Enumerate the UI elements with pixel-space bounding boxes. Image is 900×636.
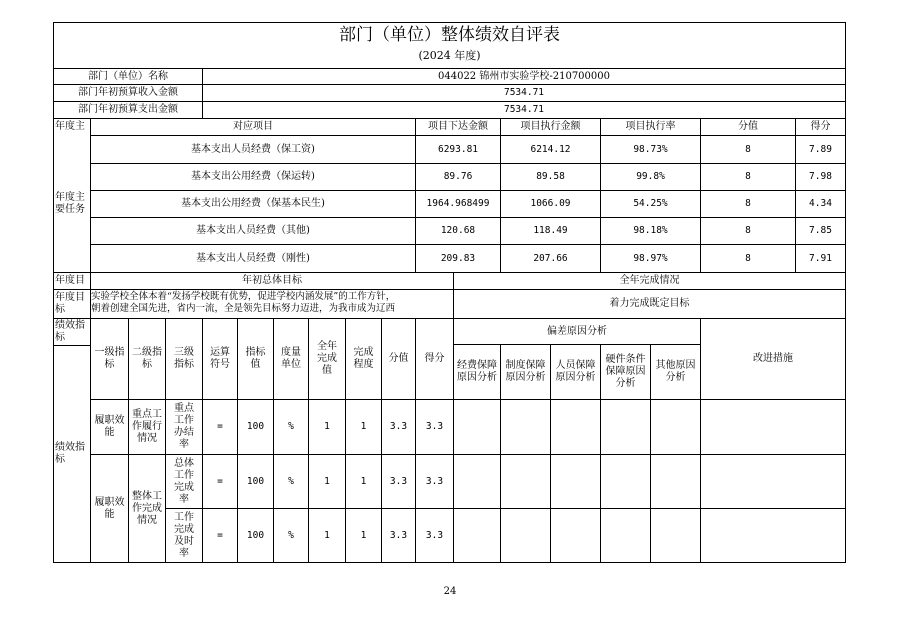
perf-header-dev-staff: 人员保障 原因分析 xyxy=(555,360,596,383)
perf-value: 3.3 xyxy=(389,529,408,541)
perf-header-value: 分值 xyxy=(388,353,409,364)
task-rate: 98.97% xyxy=(633,252,668,264)
goal-row-label: 年度目 标 xyxy=(55,292,85,315)
perf-level2: 整体工 作完成 情况 xyxy=(132,490,162,526)
perf-unit: % xyxy=(288,529,294,541)
perf-score: 3.3 xyxy=(425,475,444,487)
perf-level2: 重点工 作履行 情况 xyxy=(132,409,162,444)
task-score: 7.98 xyxy=(809,171,832,182)
goal-header-label: 年度目 xyxy=(55,275,85,286)
perf-header-dev-other: 其他原因 分析 xyxy=(655,360,696,383)
task-score: 4.34 xyxy=(809,198,832,209)
perf-annual: 1 xyxy=(324,421,330,432)
task-rate: 54.25% xyxy=(633,198,668,209)
perf-header-l1: 一级指 标 xyxy=(94,347,125,370)
perf-header-dev-hardware: 硬件条件 保障原因 分析 xyxy=(605,354,646,389)
task-name: 基本支出公用经费（保运转) xyxy=(191,171,315,182)
task-section-label: 年度主 要任务 xyxy=(55,192,85,215)
perf-header-degree: 完成 程度 xyxy=(353,347,374,370)
info-label-name: 部门（单位）名称 xyxy=(88,70,168,82)
task-value: 8 xyxy=(745,252,751,264)
perf-unit: % xyxy=(288,475,294,487)
task-value: 8 xyxy=(745,143,751,155)
perf-level3: 重点 工作 办结 率 xyxy=(174,403,194,450)
task-rate: 98.73% xyxy=(633,143,668,155)
perf-score: 3.3 xyxy=(425,421,444,432)
task-header-score: 得分 xyxy=(810,121,831,132)
task-value: 8 xyxy=(745,198,751,209)
info-value-income: 7534.71 xyxy=(503,87,545,98)
perf-header-l2: 二级指 标 xyxy=(132,347,162,370)
perf-header-improve: 改进措施 xyxy=(753,353,793,364)
task-header-budget: 项目下达金额 xyxy=(428,121,488,132)
perf-header-annual: 全年 完成 值 xyxy=(317,341,337,376)
perf-op: = xyxy=(217,529,223,541)
perf-header-deviation: 偏差原因分析 xyxy=(547,325,607,337)
goal-header-done: 全年完成情况 xyxy=(619,275,680,286)
perf-degree: 1 xyxy=(360,529,367,541)
task-exec: 207.66 xyxy=(533,252,568,264)
task-header-exec: 项目执行金额 xyxy=(520,121,581,132)
task-exec: 89.58 xyxy=(536,171,565,182)
perf-section-label: 绩效指 标 xyxy=(55,442,85,465)
task-score: 7.85 xyxy=(809,225,832,236)
perf-annual: 1 xyxy=(324,529,330,541)
perf-value: 3.3 xyxy=(389,475,408,487)
task-budget: 89.76 xyxy=(443,171,473,182)
perf-unit: % xyxy=(288,421,294,432)
year-subtitle: (2024 年度) xyxy=(418,49,481,62)
task-name: 基本支出人员经费（保工资) xyxy=(191,143,315,155)
perf-op: = xyxy=(217,475,223,487)
perf-degree: 1 xyxy=(360,475,367,487)
perf-header-l3: 三级 指标 xyxy=(174,347,194,370)
goal-row-text: 实验学校全体本着“发扬学校既有优势，促进学校内涵发展”的工作方针， 朝着创建全国先进，省内一流，全是领先目标努力迈进，为我市成为辽西 xyxy=(91,291,396,314)
perf-header-target: 指标 值 xyxy=(245,347,266,370)
task-exec: 1066.09 xyxy=(530,198,571,209)
task-name: 基本支出人员经费（其他) xyxy=(196,225,310,236)
info-value-expense: 7534.71 xyxy=(503,104,545,115)
perf-level3: 总体 工作 完成 率 xyxy=(174,457,194,505)
task-score: 7.89 xyxy=(809,143,832,155)
perf-header-score: 得分 xyxy=(424,353,445,364)
perf-header-op: 运算 符号 xyxy=(210,347,230,370)
task-name: 基本支出人员经费（刚性) xyxy=(196,252,310,264)
perf-score: 3.3 xyxy=(425,529,444,541)
goal-header-goal: 年初总体目标 xyxy=(242,275,302,286)
task-exec: 6214.12 xyxy=(530,143,571,155)
info-label-expense: 部门年初预算支出金额 xyxy=(78,104,178,115)
perf-degree: 1 xyxy=(360,421,367,432)
page-number: 24 xyxy=(443,586,457,597)
perf-target: 100 xyxy=(246,529,265,541)
info-value-name: 044022 锦州市实验学校-210700000 xyxy=(438,70,610,82)
perf-level3: 工作 完成 及时 率 xyxy=(174,511,194,559)
task-budget: 1964.968499 xyxy=(426,198,490,209)
task-name: 基本支出公用经费（保基本民生) xyxy=(181,198,325,209)
task-budget: 120.68 xyxy=(440,225,476,236)
task-exec: 118.49 xyxy=(533,225,568,236)
task-value: 8 xyxy=(745,171,751,182)
perf-header-unit: 度量 单位 xyxy=(281,347,301,370)
perf-annual: 1 xyxy=(324,475,330,487)
perf-header-label: 绩效指 标 xyxy=(55,320,85,343)
task-value: 8 xyxy=(745,225,751,236)
task-header-rate: 项目执行率 xyxy=(625,121,676,132)
task-budget: 209.83 xyxy=(440,252,476,264)
task-rate: 99.8% xyxy=(636,171,665,182)
task-header-item: 对应项目 xyxy=(233,121,273,132)
perf-header-dev-funding: 经费保障 原因分析 xyxy=(457,360,497,383)
task-rate: 98.18% xyxy=(633,225,668,236)
perf-header-dev-system: 制度保障 原因分析 xyxy=(505,360,546,383)
goal-row-done: 着力完成既定目标 xyxy=(609,298,690,309)
perf-op: = xyxy=(217,421,223,432)
perf-target: 100 xyxy=(246,421,265,432)
perf-target: 100 xyxy=(246,475,265,487)
info-label-income: 部门年初预算收入金额 xyxy=(78,87,178,98)
perf-value: 3.3 xyxy=(389,421,408,432)
task-header-value: 分值 xyxy=(738,121,758,132)
task-score: 7.91 xyxy=(809,252,832,264)
task-header-label: 年度主 xyxy=(55,121,85,132)
page-title: 部门（单位）整体绩效自评表 xyxy=(339,25,560,45)
perf-level1: 履职效 能 xyxy=(94,415,125,438)
perf-level1: 履职效 能 xyxy=(94,496,125,520)
task-budget: 6293.81 xyxy=(437,143,479,155)
